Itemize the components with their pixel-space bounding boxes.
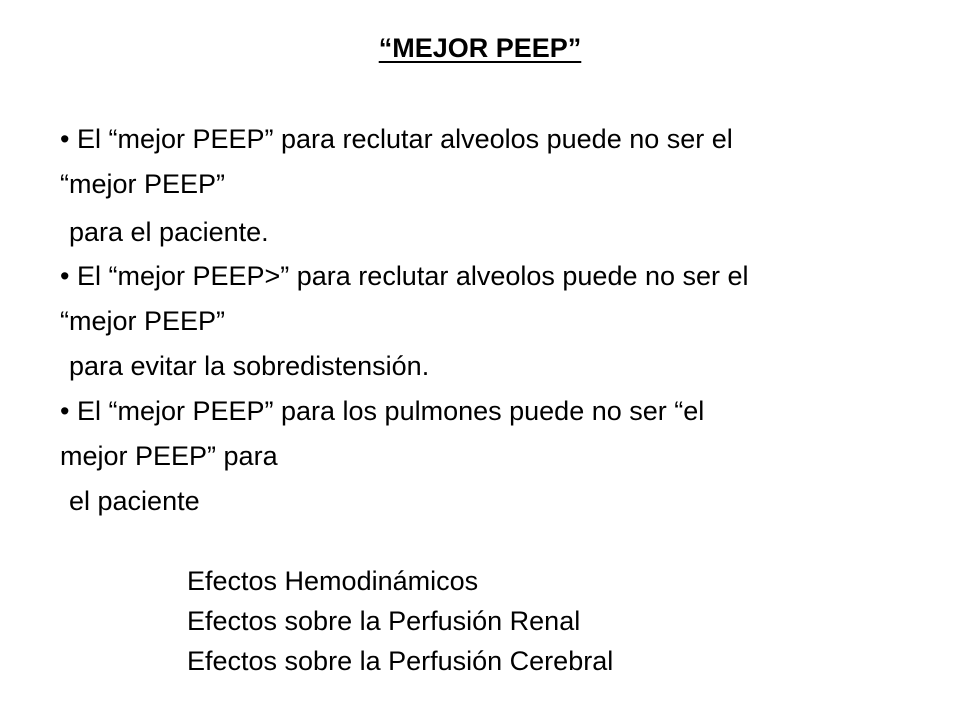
slide-title: “MEJOR PEEP” (378, 33, 582, 63)
bullet-1-line-2: “mejor PEEP” (60, 169, 226, 199)
bullet-2-line-2: “mejor PEEP” (60, 306, 226, 336)
bullet-2-line-3: para evitar la sobredistensión. (69, 351, 430, 381)
bullet-1-line-3: para el paciente. (69, 217, 269, 247)
effect-renal-perfusion: Efectos sobre la Perfusión Renal (187, 606, 581, 636)
effect-hemodynamic: Efectos Hemodinámicos (187, 566, 479, 596)
bullet-3-line-2: mejor PEEP” para (60, 441, 278, 471)
bullet-3-line-1: • El “mejor PEEP” para los pulmones puede no ser “el (60, 396, 705, 426)
effect-cerebral-perfusion: Efectos sobre la Perfusión Cerebral (187, 646, 614, 676)
bullet-3-line-3: el paciente (69, 486, 200, 516)
bullet-2-line-1: • El “mejor PEEP>” para reclutar alveolos puede no ser el (60, 261, 749, 291)
bullet-1-line-1: • El “mejor PEEP” para reclutar alveolos puede no ser el (60, 124, 733, 154)
